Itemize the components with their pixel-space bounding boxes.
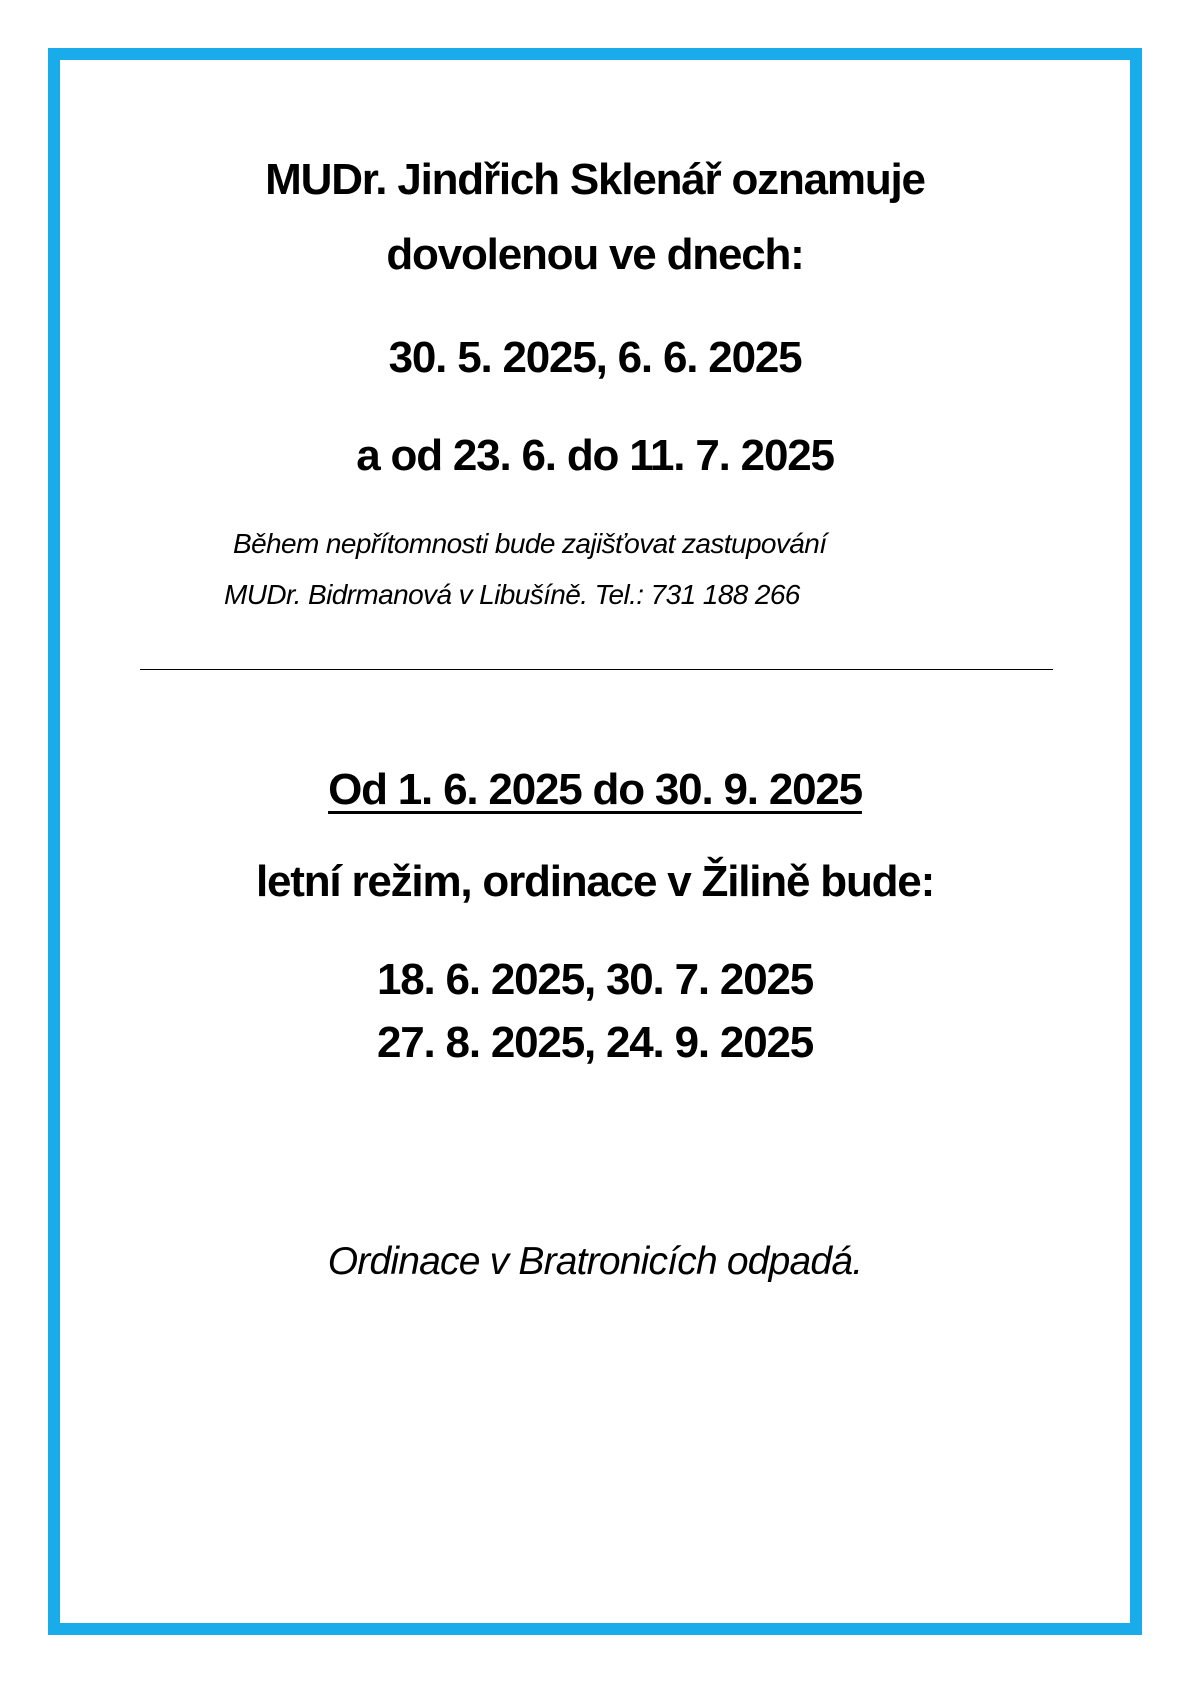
summer-mode-line: letní režim, ordinace v Žilině bude: — [255, 857, 935, 906]
vacation-dates-line-2: a od 23. 6. do 11. 7. 2025 — [356, 431, 834, 480]
section-divider — [140, 669, 1053, 670]
substitute-note-line-1: Během nepřítomnosti bude zajišťovat zastupování — [233, 528, 827, 559]
summer-period-heading-text: Od 1. 6. 2025 do 30. 9. 2025 — [328, 765, 862, 814]
substitute-note-line-2: MUDr. Bidrmanová v Libušíně. Tel.: 731 188 266 — [224, 579, 800, 610]
vacation-title-line-1: MUDr. Jindřich Sklenář oznamuje — [265, 155, 925, 204]
summer-dates-line-1: 18. 6. 2025, 30. 7. 2025 — [376, 955, 814, 1004]
closing-note: Ordinace v Bratronicích odpadá. — [327, 1240, 863, 1283]
vacation-dates-line-1: 30. 5. 2025, 6. 6. 2025 — [388, 333, 802, 382]
summer-dates-line-2: 27. 8. 2025, 24. 9. 2025 — [376, 1018, 814, 1067]
page-border-frame — [48, 48, 1142, 1635]
vacation-title-line-2: dovolenou ve dnech: — [386, 230, 804, 279]
summer-period-heading — [0, 765, 1190, 814]
